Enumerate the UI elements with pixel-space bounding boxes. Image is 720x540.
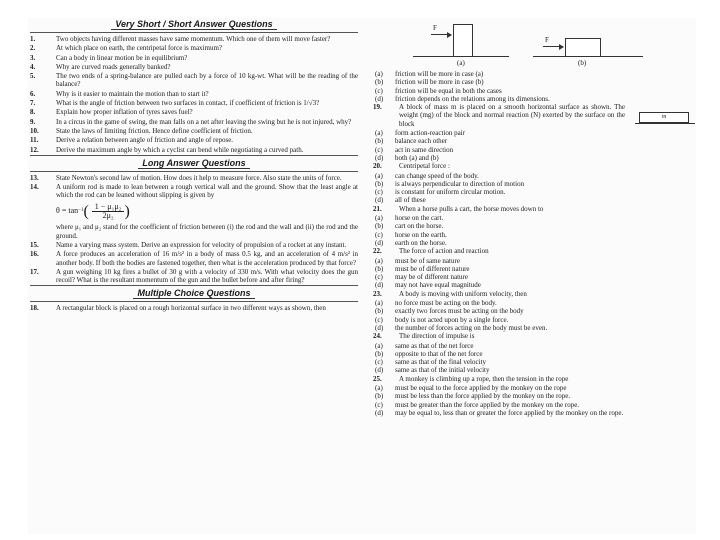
force-label-b: F: [545, 36, 549, 44]
answer-option: [373, 342, 695, 350]
question-number: 11.: [30, 136, 39, 145]
answer-option: [373, 70, 695, 78]
question-number: 12.: [30, 145, 39, 154]
answer-option: [373, 384, 695, 392]
option-label: (b): [375, 264, 384, 273]
option-label: (d): [375, 323, 384, 332]
option-label: (c): [375, 86, 383, 95]
answer-option: [373, 257, 695, 265]
answer-option: [373, 129, 695, 137]
answer-option: [373, 196, 695, 204]
question-number: 20.: [373, 162, 382, 171]
worksheet-page: [28, 18, 696, 534]
question-19: 19. A block of mass m is placed on a smooth horizontal surface as shown. The weight (mg) of the block and normal reaction (N) exerted by the surface on the block: [373, 103, 625, 128]
question-number: 23.: [373, 289, 382, 298]
answer-option: [373, 231, 695, 239]
question-text: Why are curved roads generally banked?: [56, 62, 171, 71]
option-label: (b): [375, 307, 384, 316]
question-item: [30, 118, 358, 126]
question-item: [30, 250, 358, 267]
section-heading-mcq: Multiple Choice Questions: [30, 288, 358, 299]
question-number: 9.: [30, 117, 36, 126]
figure-label-a: (a): [457, 59, 465, 67]
option-text: same as that of the initial velocity: [395, 366, 490, 375]
option-label: (d): [375, 366, 384, 375]
formula-theta: θ = tan −1 ( $\frac{\text{1 − μ₁μ₂}}{\text{2μ₂}}$ ): [56, 201, 130, 221]
question-number: 7.: [30, 99, 36, 108]
question-number: 16.: [30, 250, 39, 259]
question-18-options: [373, 70, 695, 103]
option-label: (c): [375, 315, 383, 324]
answer-option: [373, 188, 695, 196]
option-text: body is not acted upon by a single force.: [395, 315, 509, 324]
question-item: [30, 44, 358, 52]
answer-option: [373, 265, 695, 273]
question-text: Two objects having different masses have same momentum. Which one of them will move faster?: [56, 35, 331, 43]
force-arrow-a: [431, 34, 451, 35]
section-heading-long: Long Answer Questions: [30, 158, 358, 169]
formula-fraction: $\frac{\text{1 − μ₁μ₂}}{\text{2μ₂}}$: [92, 203, 125, 221]
option-label: (d): [375, 94, 384, 103]
question-text: Explain how proper inflation of tyres saves fuel?: [56, 108, 193, 117]
option-text: is always perpendicular to direction of motion: [395, 179, 525, 188]
question-number: 14.: [30, 183, 39, 192]
question-text: A force produces an acceleration of 16 m/s² in a body of mass 0.5 kg, and an acceleration of 4 m/s² in another body. If both the bodies are fastened together, then what is the acceleration produced by that force?: [56, 250, 358, 267]
option-text: is constant for uniform circular motion.: [395, 188, 506, 197]
question-item: [373, 290, 695, 298]
answer-option: [373, 392, 695, 400]
option-text: friction depends on the relations among its dimensions.: [395, 94, 550, 103]
divider: [30, 155, 358, 156]
question-14-continuation: where μ₁ and μ₂ stand for the coefficient of friction between (i) the rod and the wall and (ii) the rod and the ground.: [56, 223, 358, 240]
question-number: 17.: [30, 267, 39, 276]
answer-option: [373, 401, 695, 409]
question-item: [30, 174, 358, 182]
answer-option: [373, 137, 695, 145]
question-text: Name a varying mass system. Derive an expression for velocity of propulsion of a rocket at any instant.: [56, 240, 347, 249]
option-text: friction will be more in case (a): [395, 70, 484, 78]
question-number: 4.: [30, 62, 36, 71]
question-number: 15.: [30, 240, 39, 249]
option-text: must be greater than the force applied by the monkey on the rope.: [395, 400, 580, 409]
answer-option: [373, 358, 695, 366]
option-text: same as that of the final velocity: [395, 358, 486, 367]
smooth-surface: [635, 123, 695, 124]
question-text: Derive a relation between angle of friction and angle of repose.: [56, 136, 234, 145]
answer-option: [373, 172, 695, 180]
question-text: State the laws of limiting friction. Hence define coefficient of friction.: [56, 126, 253, 135]
answer-option: [373, 324, 695, 332]
mcq-question: [373, 205, 695, 247]
option-label: (a): [375, 214, 383, 223]
answer-option: [373, 146, 695, 154]
question-number: 21.: [373, 204, 382, 213]
option-text: all of these: [395, 196, 426, 205]
option-text: must be of same nature: [395, 256, 460, 265]
left-column: [30, 18, 358, 314]
answer-option: [373, 273, 695, 281]
question-text: The two ends of a spring-balance are pulled each by a force of 10 kg-wt. What will be the reading of the balance?: [56, 72, 358, 89]
option-label: (b): [375, 179, 384, 188]
question-number: 6.: [30, 89, 36, 98]
question-list-mcq: [373, 162, 695, 417]
question-19-block: [373, 103, 695, 128]
option-label: (c): [375, 230, 383, 239]
question-item: [373, 205, 695, 213]
option-text: no force must be acting on the body.: [395, 299, 497, 308]
option-text: friction will be more in case (b): [395, 78, 484, 87]
question-text: In a circus in the game of swing, the man falls on a net after leaving the swing but he is not injured, why?: [56, 117, 352, 126]
question-item: [30, 127, 358, 135]
option-label: (d): [375, 153, 384, 162]
option-text: can change speed of the body.: [395, 171, 479, 180]
option-label: (a): [375, 171, 383, 180]
question-text: Centripetal force :: [399, 162, 450, 171]
option-label: (c): [375, 358, 383, 367]
divider: [30, 285, 358, 286]
question-item: [30, 63, 358, 71]
option-text: both (a) and (b): [395, 153, 439, 162]
question-list-long: [30, 174, 358, 200]
option-label: (b): [375, 137, 384, 146]
right-column: [373, 18, 695, 417]
question-number: 2.: [30, 44, 36, 53]
option-text: horse on the cart.: [395, 214, 444, 223]
question-item: [373, 162, 695, 170]
answer-option: [373, 154, 695, 162]
question-item: [30, 146, 358, 154]
mcq-question: [373, 162, 695, 204]
option-label: (a): [375, 129, 383, 138]
question-item: [30, 99, 358, 107]
block-friction-figure: [373, 18, 695, 68]
force-label-a: F: [433, 24, 437, 32]
question-18: 18. A rectangular block is placed on a rough horizontal surface in two different ways as shown, then: [30, 304, 326, 313]
option-label: (c): [375, 145, 383, 154]
option-text: form action-reaction pair: [395, 129, 465, 138]
option-text: the number of forces acting on the body must be even.: [395, 323, 548, 332]
question-text: A body is moving with uniform velocity, then: [399, 289, 527, 298]
question-text: A monkey is climbing up a rope, then the tension in the rope: [399, 374, 569, 383]
question-19-options: [373, 129, 695, 162]
divider: [30, 171, 358, 172]
mcq-question: [373, 332, 695, 374]
figure-label-b: (b): [578, 59, 587, 67]
mcq-question: [373, 290, 695, 332]
answer-option: [373, 299, 695, 307]
question-text: The direction of impulse is: [399, 332, 475, 341]
question-item: [373, 247, 695, 255]
question-list-long-2: [30, 241, 358, 284]
question-number: 5.: [30, 72, 36, 81]
question-text: Can a body in linear motion be in equilibrium?: [56, 53, 188, 62]
question-item: [30, 136, 358, 144]
question-item: [30, 72, 358, 89]
option-text: may be of different nature: [395, 273, 468, 282]
option-text: balance each other: [395, 137, 448, 146]
section-heading-very-short: Very Short / Short Answer Questions: [30, 19, 358, 30]
question-text: Why is it easier to maintain the motion than to start it?: [56, 89, 209, 98]
question-text: The force of action and reaction: [399, 247, 489, 256]
question-number: 22.: [373, 247, 382, 256]
answer-option: [373, 78, 695, 86]
question-number: 24.: [373, 332, 382, 341]
option-label: (d): [375, 238, 384, 247]
mass-block-m: m: [639, 112, 689, 123]
option-text: may be equal to, less than or greater the force applied by the monkey on the rope.: [395, 408, 624, 417]
answer-option: [373, 409, 695, 417]
option-text: earth on the horse.: [395, 238, 447, 247]
question-number: 13.: [30, 173, 39, 182]
option-text: exactly two forces must be acting on the body: [395, 307, 524, 316]
option-label: (d): [375, 281, 384, 290]
block-tall: [453, 24, 473, 57]
question-item: [30, 54, 358, 62]
answer-option: [373, 87, 695, 95]
question-item: [30, 241, 358, 249]
divider: [30, 32, 358, 33]
question-number: 25.: [373, 374, 382, 383]
question-item: [30, 35, 358, 43]
mcq-question: [373, 247, 695, 289]
force-arrow-b: [543, 46, 563, 47]
question-item: [373, 375, 695, 383]
answer-option: [373, 180, 695, 188]
answer-option: [373, 281, 695, 289]
option-label: (a): [375, 299, 383, 308]
answer-option: [373, 95, 695, 103]
option-text: must be of different nature: [395, 264, 470, 273]
question-text: When a horse pulls a cart, the horse moves down to: [399, 204, 544, 213]
question-text: State Newton's second law of motion. How does it help to measure force. Also state the units of force.: [56, 173, 342, 182]
question-item: [30, 268, 358, 285]
option-text: cart on the horse.: [395, 222, 444, 231]
question-number: 10.: [30, 126, 39, 135]
option-label: (b): [375, 222, 384, 231]
answer-option: [373, 366, 695, 374]
question-number: 3.: [30, 53, 36, 62]
divider: [30, 301, 358, 302]
answer-option: [373, 239, 695, 247]
option-label: (d): [375, 196, 384, 205]
mcq-question: [373, 375, 695, 417]
question-text: A uniform rod is made to lean between a rough vertical wall and the ground. Show that the least angle at which the rod can be leaned without slipping is given by: [56, 183, 358, 200]
question-list-short: [30, 35, 358, 154]
block-wide: [565, 38, 601, 57]
option-text: must be less than the force applied by the monkey on the rope.: [395, 392, 571, 401]
question-text: Derive the maximum angle by which a cyclist can bend while negotiating a curved path.: [56, 145, 304, 154]
option-label: (d): [375, 408, 384, 417]
question-item: [30, 90, 358, 98]
question-number: 1.: [30, 35, 36, 43]
question-text: At which place on earth, the centripetal force is maximum?: [56, 44, 222, 53]
question-text: What is the angle of friction between two surfaces in contact, if coefficient of friction is 1/√3?: [56, 99, 320, 108]
option-text: may not have equal magnitude: [395, 281, 481, 290]
question-item: [373, 332, 695, 340]
option-label: (a): [375, 256, 383, 265]
option-label: (c): [375, 400, 383, 409]
question-item: [30, 108, 358, 116]
answer-option: [373, 350, 695, 358]
option-text: same as that of the net force: [395, 341, 474, 350]
option-label: (c): [375, 273, 383, 282]
option-label: (c): [375, 188, 383, 197]
option-label: (a): [375, 341, 383, 350]
option-label: (b): [375, 349, 384, 358]
answer-option: [373, 316, 695, 324]
option-label: (b): [375, 78, 384, 87]
option-text: opposite to that of the net force: [395, 349, 483, 358]
question-number: 8.: [30, 108, 36, 117]
option-text: horse on the earth.: [395, 230, 447, 239]
answer-option: [373, 214, 695, 222]
option-label: (a): [375, 383, 383, 392]
option-label: (b): [375, 392, 384, 401]
answer-option: [373, 307, 695, 315]
answer-option: [373, 222, 695, 230]
option-label: (a): [375, 70, 383, 78]
option-text: act in same direction: [395, 145, 454, 154]
question-item: [30, 183, 358, 200]
option-text: friction will be equal in both the cases: [395, 86, 502, 95]
option-text: must be equal to the force applied by the monkey on the rope: [395, 383, 567, 392]
question-text: A gun weighing 10 kg fires a bullet of 30 g with a velocity of 330 m/s. With what velocity does the gun recoil? What is the resultant momentum of the gun and the bullet before and after firing?: [56, 267, 358, 285]
